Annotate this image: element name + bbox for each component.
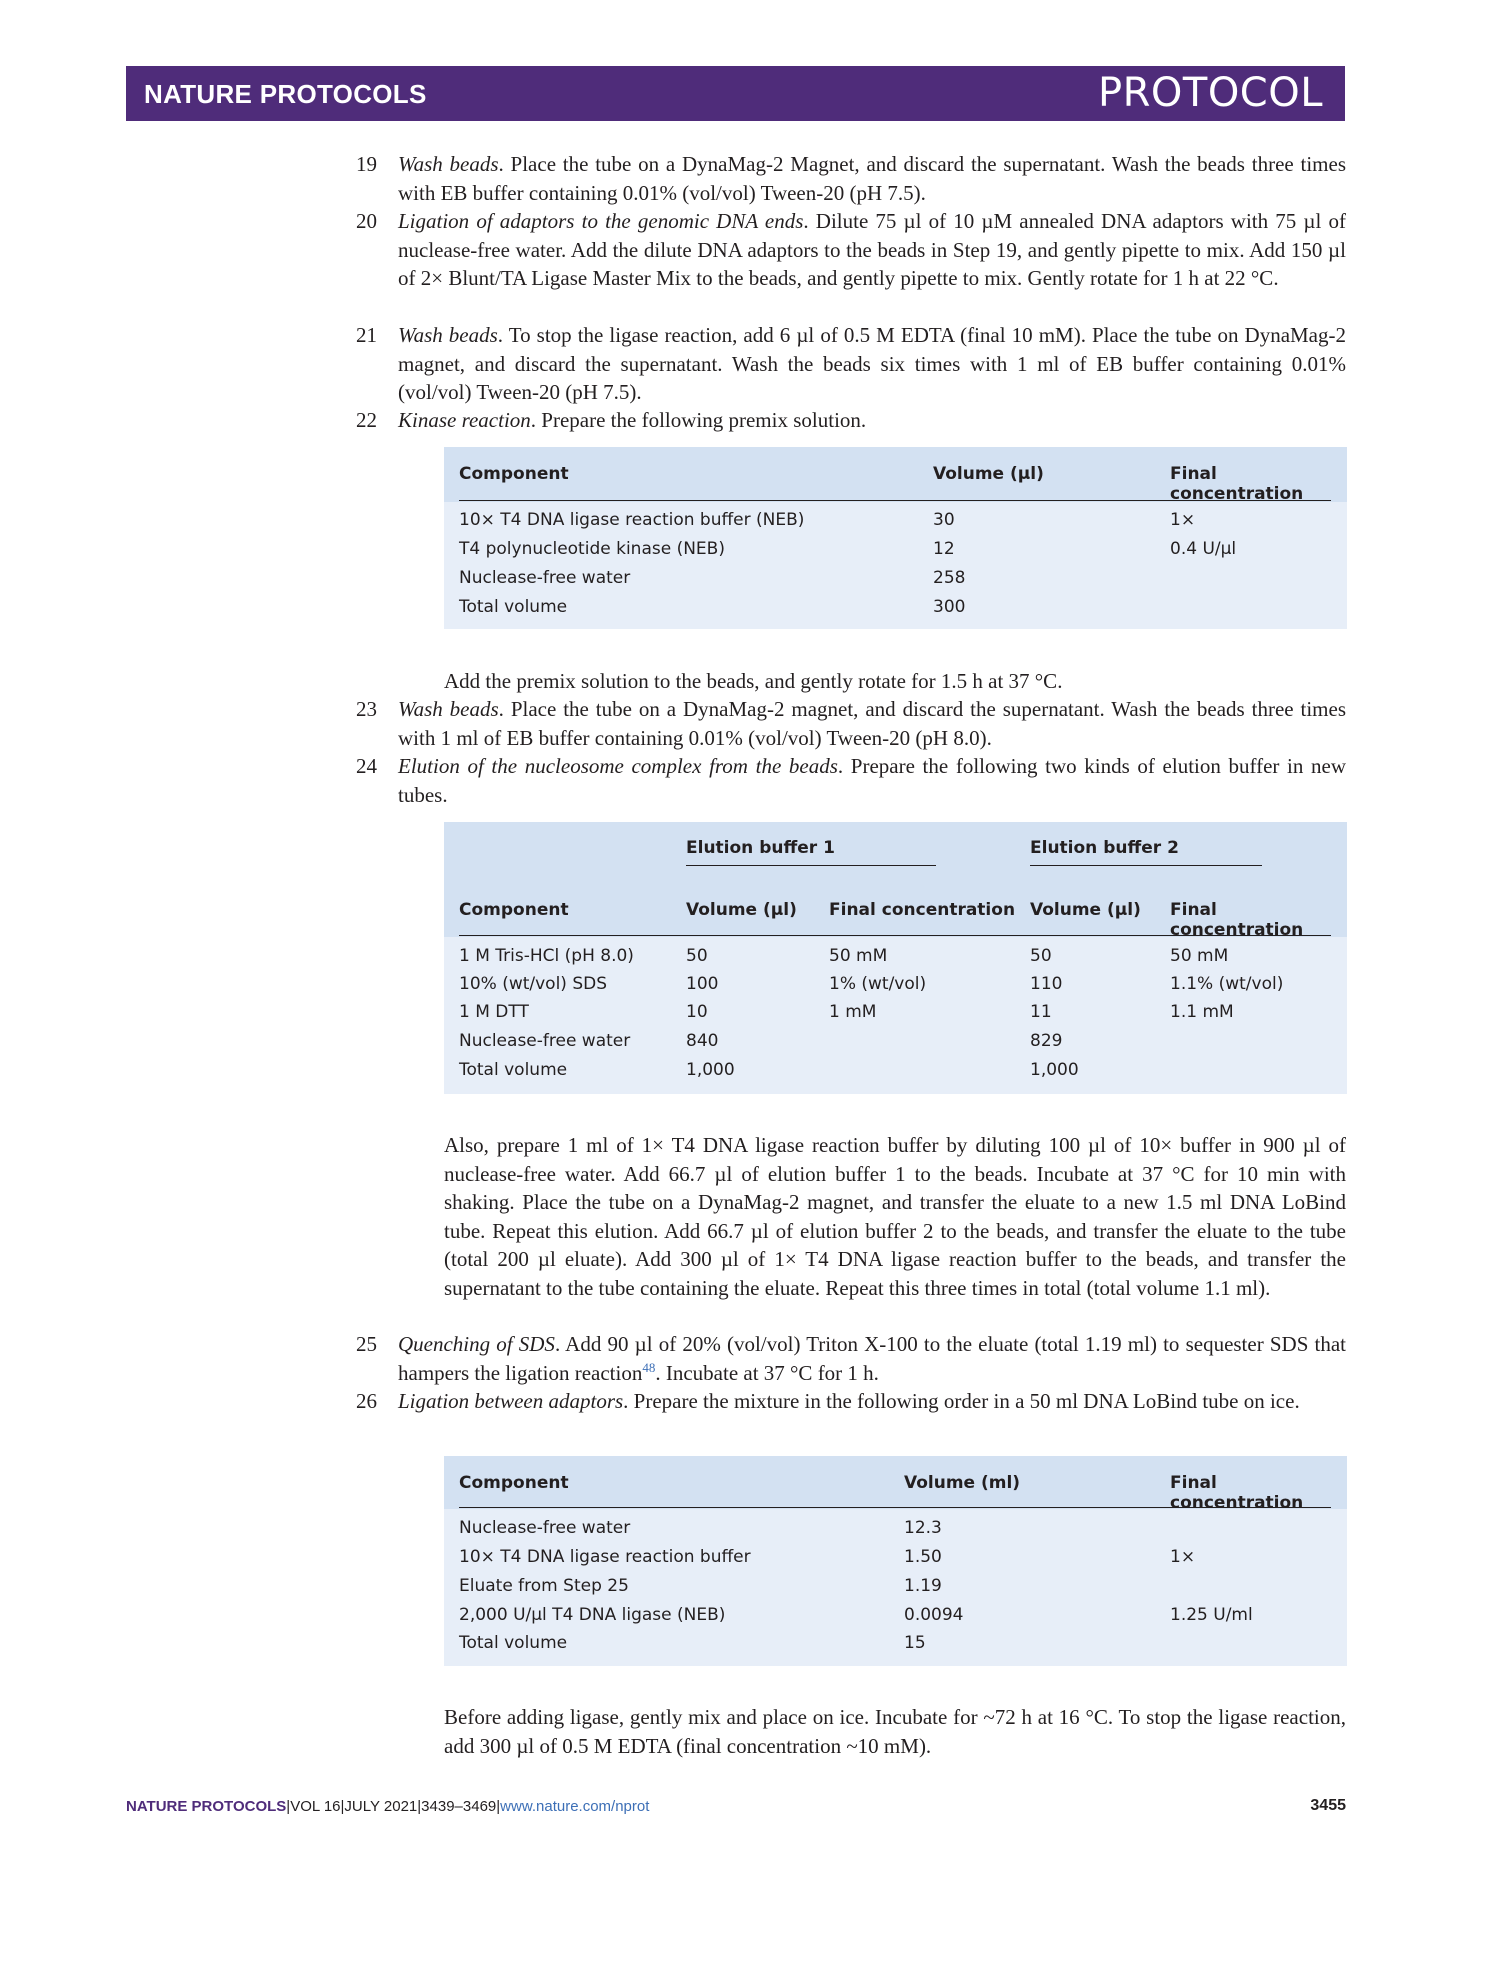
column-header: Final concentration <box>1170 900 1304 940</box>
table-cell: 1.50 <box>904 1547 942 1567</box>
table-cell: 840 <box>686 1031 719 1051</box>
footer-pages: 3439–3469 <box>421 1798 497 1815</box>
step-title: Wash beads <box>398 323 498 347</box>
step-text: . Prepare the following two kinds of elution buffer in new tubes. <box>398 754 1347 807</box>
table-cell: 12.3 <box>904 1518 942 1538</box>
column-header: Final concentration <box>1170 464 1304 504</box>
step-title: Wash beads <box>398 697 499 721</box>
step-26 <box>356 1387 1346 1416</box>
step-number: 24 <box>356 754 377 778</box>
step-text: . Dilute 75 µl of 10 µM annealed DNA adaptors with 75 µl of nuclease-free water. Add the dilute DNA adaptors to the beads in Step 19, and gently pipette to mix. Add 150 µl of 2× Blunt/TA Ligase Master Mix to the beads, and gently pipette to mix. Gently rotate for 1 h at 22 °C. <box>398 209 1346 290</box>
table-cell: 1,000 <box>1030 1060 1079 1080</box>
step-text: . Incubate at 37 °C for 1 h. <box>655 1360 879 1385</box>
step-number: 23 <box>356 697 377 721</box>
table-cell: 829 <box>1030 1031 1063 1051</box>
column-header: Volume (µl) <box>1030 900 1141 920</box>
step-text: . Add 90 µl of 20% (vol/vol) Triton X-100 to the eluate (total 1.19 ml) to sequester SDS that hampers the ligation reaction <box>398 1332 1346 1385</box>
journal-name: NATURE PROTOCOLS <box>144 79 427 109</box>
step-text: . Place the tube on a DynaMag-2 Magnet, and discard the supernatant. Wash the beads three times with EB buffer containing 0.01% (vol/vol) Tween-20 (pH 7.5). <box>398 152 1346 205</box>
step-title: Ligation of adaptors to the genomic DNA ends <box>398 209 804 233</box>
reference-link[interactable]: 48 <box>642 1359 656 1375</box>
table-cell: 50 <box>1030 946 1052 966</box>
column-header: Component <box>459 900 569 920</box>
step-24-continuation: Also, prepare 1 ml of 1× T4 DNA ligase reaction buffer by diluting 100 µl of 10× buffer in 900 µl of nuclease-free water. Add 66.7 µl of elution buffer 1 to the beads. Incubate at 37 °C for 10 min with shaking. Place the tube on a DynaMag-2 magnet, and transfer the eluate to a new 1.5 ml DNA LoBind tube. Repeat this elution. Add 66.7 µl of elution buffer 2 to the beads, and transfer the eluate to the tube (total 200 µl eluate). Add 300 µl of 1× T4 DNA ligase reaction buffer to the beads, and transfer the supernatant to the tube containing the eluate. Repeat this three times in total (total volume 1.1 ml). <box>444 1133 1346 1300</box>
step-24 <box>356 752 1347 809</box>
column-header: Volume (µl) <box>933 464 1044 484</box>
table-cell: 258 <box>933 568 966 588</box>
table-cell: 50 <box>686 946 708 966</box>
step-text: . Prepare the mixture in the following order in a 50 ml DNA LoBind tube on ice. <box>623 1389 1300 1413</box>
column-header: Volume (µl) <box>686 900 797 920</box>
table-cell: 1% (wt/vol) <box>829 974 927 994</box>
table-cell: 2,000 U/µl T4 DNA ligase (NEB) <box>459 1605 726 1625</box>
column-header: Final concentration <box>1170 1473 1304 1513</box>
step-26-continuation: Before adding ligase, gently mix and place on ice. Incubate for ~72 h at 16 °C. To stop the ligase reaction, add 300 µl of 0.5 M EDTA (final concentration ~10 mM). <box>444 1705 1346 1758</box>
premix-table <box>444 447 1347 629</box>
header-rule <box>459 500 1331 501</box>
footer-volume: VOL 16 <box>290 1798 341 1815</box>
table-cell: 0.0094 <box>904 1605 964 1625</box>
elution-buffer-table <box>444 822 1347 1094</box>
step-title: Kinase reaction <box>398 408 531 432</box>
table-cell: 15 <box>904 1633 926 1653</box>
group-rule <box>686 865 936 866</box>
table-cell: Nuclease-free water <box>459 568 631 588</box>
column-header: Component <box>459 464 569 484</box>
step-text: . Place the tube on a DynaMag-2 magnet, and discard the supernatant. Wash the beads three times with 1 ml of EB buffer containing 0.01% (vol/vol) Tween-20 (pH 8.0). <box>398 697 1347 750</box>
table-cell: Nuclease-free water <box>459 1518 631 1538</box>
page-footer: NATURE PROTOCOLS|VOL 16|JULY 2021|3439–3469|www.nature.com/nprot <box>126 1798 650 1815</box>
step-22-continuation: Add the premix solution to the beads, and gently rotate for 1.5 h at 37 °C. <box>444 669 1063 693</box>
table-cell: 10% (wt/vol) SDS <box>459 974 608 994</box>
table-cell: 110 <box>1030 974 1063 994</box>
footer-date: JULY 2021 <box>344 1798 418 1815</box>
table-cell: 11 <box>1030 1002 1052 1022</box>
step-number: 26 <box>356 1389 377 1413</box>
table-cell: 1 mM <box>829 1002 877 1022</box>
table-cell: 1× <box>1170 1547 1196 1567</box>
table-cell: Total volume <box>459 1060 568 1080</box>
step-number: 21 <box>356 323 377 347</box>
step-number: 22 <box>356 408 377 432</box>
table-cell: 300 <box>933 597 966 617</box>
group-header: Elution buffer 2 <box>1030 838 1179 858</box>
group-header: Elution buffer 1 <box>686 838 835 858</box>
step-21 <box>356 321 1346 407</box>
ligation-mixture-table <box>444 1456 1347 1666</box>
table-cell: 1 M Tris-HCl (pH 8.0) <box>459 946 634 966</box>
table-cell: 10× T4 DNA ligase reaction buffer (NEB) <box>459 510 805 530</box>
step-number: 25 <box>356 1332 377 1356</box>
header-rule <box>459 1507 1331 1508</box>
step-text: . To stop the ligase reaction, add 6 µl of 0.5 M EDTA (final 10 mM). Place the tube on DynaMag-2 magnet, and discard the supernatant. Wash the beads six times with 1 ml of EB buffer containing 0.01% (vol/vol) Tween-20 (pH 7.5). <box>398 323 1346 404</box>
table-cell: 1 M DTT <box>459 1002 529 1022</box>
footer-link[interactable]: www.nature.com/nprot <box>500 1798 650 1815</box>
table-cell: 100 <box>686 974 719 994</box>
table-cell: 1.1 mM <box>1170 1002 1234 1022</box>
step-23 <box>356 695 1347 752</box>
step-19 <box>356 150 1346 207</box>
step-title: Elution of the nucleosome complex from the beads <box>398 754 838 778</box>
table-cell: 0.4 U/µl <box>1170 539 1237 559</box>
table-cell: 10× T4 DNA ligase reaction buffer <box>459 1547 751 1567</box>
footer-journal: NATURE PROTOCOLS <box>126 1798 287 1815</box>
step-title: Wash beads <box>398 152 499 176</box>
journal-header-bar <box>126 66 1345 121</box>
step-number: 20 <box>356 209 377 233</box>
table-cell: 1.1% (wt/vol) <box>1170 974 1284 994</box>
table-cell: 1× <box>1170 510 1196 530</box>
page-number: 3455 <box>1310 1797 1346 1814</box>
step-25 <box>356 1330 1346 1387</box>
step-text: . Prepare the following premix solution. <box>530 408 867 432</box>
table-cell: Total volume <box>459 597 568 617</box>
table-cell: 1.25 U/ml <box>1170 1605 1253 1625</box>
article-type: PROTOCOL <box>1097 70 1323 116</box>
table-cell: Eluate from Step 25 <box>459 1576 629 1596</box>
column-header: Final concentration <box>829 900 1016 920</box>
table-cell: 50 mM <box>1170 946 1229 966</box>
step-title: Quenching of SDS <box>398 1332 555 1356</box>
column-header: Volume (ml) <box>904 1473 1021 1493</box>
table-cell: 1.19 <box>904 1576 942 1596</box>
table-cell: 50 mM <box>829 946 888 966</box>
table-cell: Nuclease-free water <box>459 1031 631 1051</box>
table-cell: 12 <box>933 539 955 559</box>
step-22 <box>356 406 1346 435</box>
step-number: 19 <box>356 152 377 176</box>
table-cell: T4 polynucleotide kinase (NEB) <box>459 539 725 559</box>
step-20 <box>356 207 1346 293</box>
header-rule <box>459 935 1331 936</box>
group-rule <box>1030 865 1262 866</box>
column-header: Component <box>459 1473 569 1493</box>
table-cell: 10 <box>686 1002 708 1022</box>
table-cell: 1,000 <box>686 1060 735 1080</box>
table-cell: 30 <box>933 510 955 530</box>
step-title: Ligation between adaptors <box>398 1389 624 1413</box>
table-cell: Total volume <box>459 1633 568 1653</box>
